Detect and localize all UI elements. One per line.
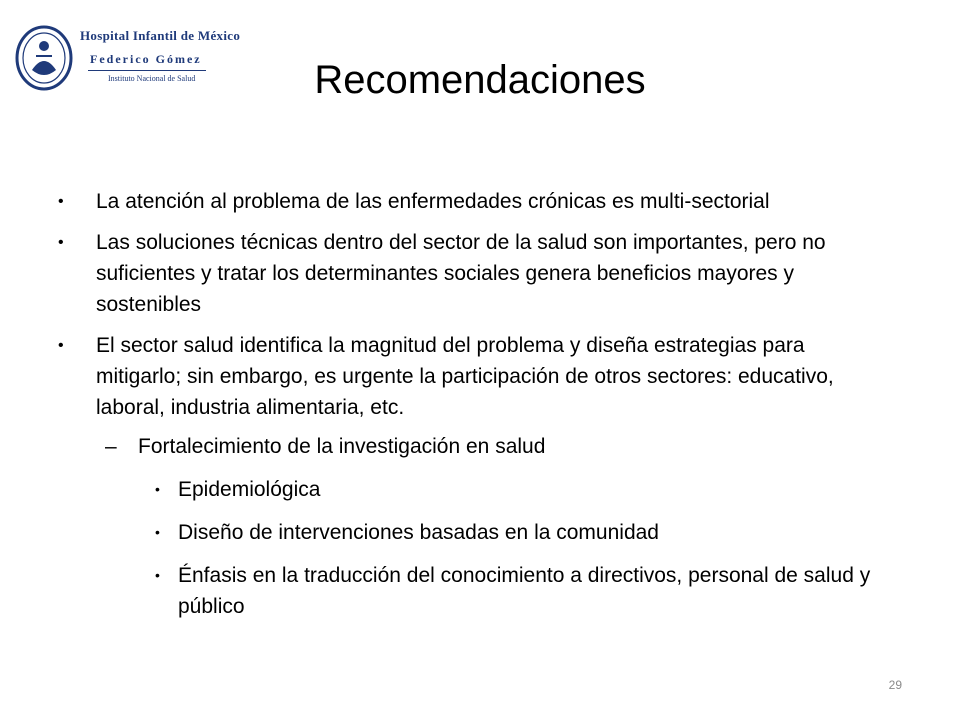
sub-sub-item-text: Epidemiológica: [178, 478, 321, 501]
hospital-subname: Federico Gómez: [90, 52, 202, 66]
page-number: 29: [888, 678, 902, 692]
hospital-institute: Instituto Nacional de Salud: [108, 74, 196, 83]
bullet-icon: •: [58, 337, 64, 354]
hospital-name: Hospital Infantil de México: [80, 28, 241, 43]
bullet-item: [58, 186, 888, 217]
sub-item-text: Fortalecimiento de la investigación en salud: [138, 435, 546, 458]
sub-sub-item: [58, 517, 888, 548]
bullet-icon: •: [58, 234, 64, 251]
slide-title: Recomendaciones: [314, 58, 646, 102]
sub-sub-item-text: Diseño de intervenciones basadas en la comunidad: [178, 521, 659, 544]
bullet-icon: •: [155, 567, 160, 583]
bullet-item: [58, 330, 888, 423]
bullet-text: La atención al problema de las enfermedades crónicas es multi-sectorial: [96, 190, 770, 213]
bullet-icon: •: [58, 193, 64, 210]
bullet-icon: •: [155, 481, 160, 497]
bullet-text: El sector salud identifica la magnitud del problema y diseña estrategias para mitigarlo; sin embargo, es urgente la participación de otros sectores: educativo, laboral, industria alimentaria, etc.: [96, 334, 834, 419]
sub-sub-item: [58, 560, 888, 622]
bullet-icon: •: [155, 524, 160, 540]
bullet-item: [58, 227, 888, 320]
sub-item: [58, 431, 888, 462]
sub-sub-item-text: Énfasis en la traducción del conocimiento a directivos, personal de salud y público: [178, 564, 871, 618]
bullet-text: Las soluciones técnicas dentro del sector de la salud son importantes, pero no suficientes y tratar los determinantes sociales genera beneficios mayores y sostenibles: [96, 231, 826, 316]
sub-sub-item: [58, 474, 888, 505]
dash-icon: –: [105, 435, 117, 458]
slide-content: [58, 186, 888, 634]
